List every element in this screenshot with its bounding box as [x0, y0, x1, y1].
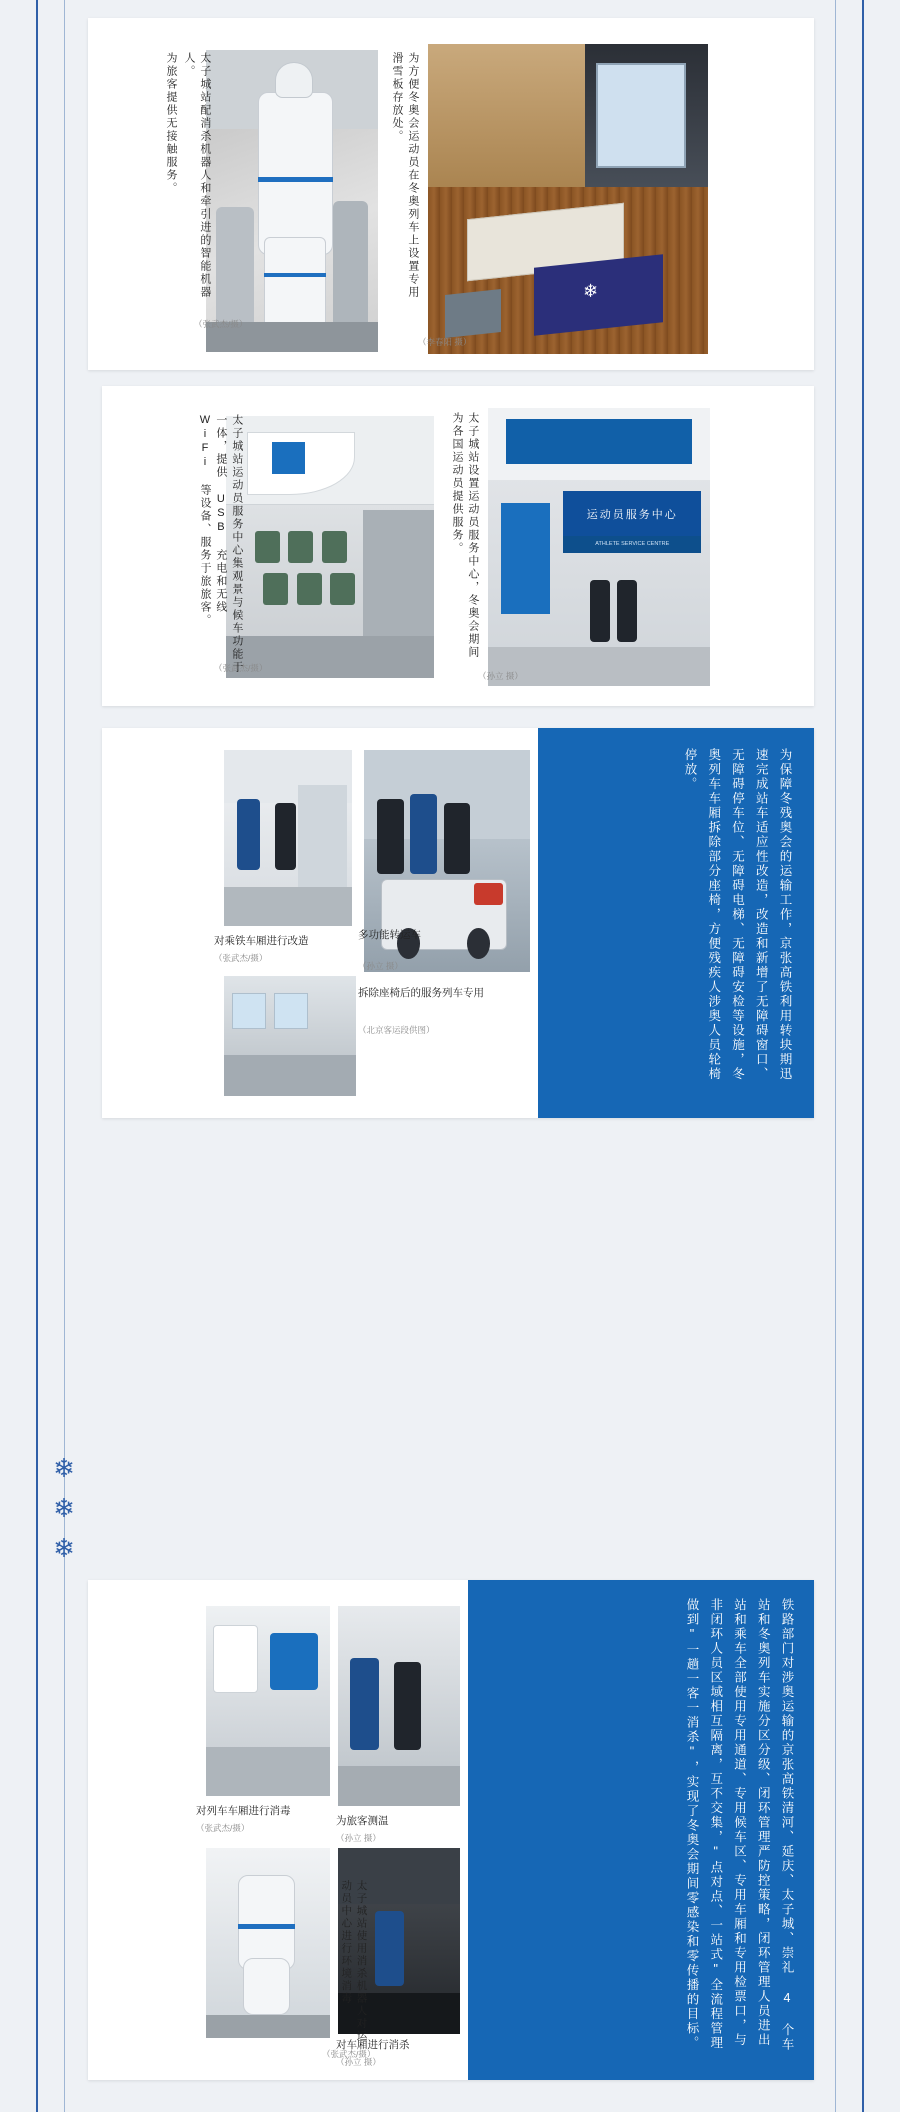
frame-line-left: [36, 0, 38, 2112]
snowflake-ornament-group: [34, 1455, 94, 1561]
snowflake-icon: ❄: [53, 1453, 75, 1483]
photo-station-lounge: [226, 416, 434, 678]
caption-ski-storage: 为方便冬奥会运动员在冬奥列车上设置专用滑雪板存放处。: [390, 52, 419, 299]
snowflake-icon: ❄: [53, 1533, 75, 1563]
caption-cleaning-robot: 太子城站配消杀机器人和牵引进的智能机器人。: [182, 52, 211, 299]
caption-wheelchair-access: 对乘铁车厢进行改造: [214, 935, 309, 947]
caption-cleaning-robot-2: 为旅客提供无接触服务。: [164, 52, 177, 195]
photo-ski-storage-carriage: ❄: [428, 44, 708, 354]
caption-athlete-service-center: 太子城站设置运动员服务中心，冬奥会期间为各国运动员提供服务。: [450, 412, 479, 659]
content-block-4: [88, 1580, 814, 2080]
sign-service-center-en: ATHLETE SERVICE CENTRE: [563, 536, 701, 553]
photo-credit: （孙立 摄）: [336, 1833, 381, 1843]
content-block-1: [88, 18, 814, 370]
caption-seat-removal: 拆除座椅后的服务列车专用: [358, 987, 484, 999]
photo-credit: （孙立 摄）: [358, 961, 403, 971]
inner-line-left: [64, 0, 65, 2112]
photo-credit: （张武杰/摄）: [214, 663, 268, 673]
caption-train-disinfection: 对列车车厢进行消毒: [196, 1805, 291, 1817]
photo-credit: （张武杰/摄）: [214, 953, 268, 963]
content-block-3: [102, 728, 814, 1118]
photo-credit: （张武杰/摄）: [194, 319, 248, 329]
caption-station-service-center: 太子城站运动员服务中心集观景与候车功能于一体，提供 USB 充电和无线 WiFi 等设备、服务于旅旅客。: [198, 414, 243, 674]
caption-vehicle-disinfection: 对车厢进行消杀: [336, 2039, 410, 2051]
sign-service-center: 运动员服务中心: [563, 491, 701, 535]
photo-cleaning-robot: [206, 50, 378, 352]
frame-line-right: [862, 0, 864, 2112]
caption-robot-disinfection: 太子城站使用消杀机器人对运动员中心进行环境消毒: [340, 1880, 368, 2043]
blue-panel-disinfection: [468, 1580, 814, 2080]
photo-temperature-check: [338, 1606, 460, 1806]
caption-transfer-vehicle: 多功能转运车: [358, 929, 421, 941]
photo-robot-disinfection: [206, 1848, 330, 2038]
blue-panel-transport: [538, 728, 814, 1118]
snowflake-icon: ❄: [53, 1493, 75, 1523]
photo-wheelchair-boarding: [224, 750, 352, 926]
caption-temperature-measure: 为旅客测温: [336, 1815, 389, 1827]
inner-line-right: [835, 0, 836, 2112]
photo-credit: （孙立 摄）: [478, 671, 523, 681]
blue-panel-disinfection-text: 铁路部门对涉奥运输的京张高铁清河、延庆、太子城、崇礼 4 个车站和冬奥列车实施分区分级、闭环管理严防控策略，闭环管理人员进出站和乘车全部使用专用通道、专用候车区、专用车厢和专用检票口，与非闭环人员区域相互隔离，互不交集，"点对点、一站式"全流程管理做到"一趟一客一消杀"，实现了冬奥会期间零感染和零传播的目标。: [685, 1598, 794, 2052]
photo-seat-removal: [224, 976, 356, 1096]
photo-train-disinfect-ops: [206, 1606, 330, 1796]
photo-credit: （张武杰/摄）: [322, 2049, 376, 2059]
photo-credit: （李春阳 摄）: [418, 337, 472, 347]
photo-athlete-service-center: [488, 408, 710, 686]
content-block-2: [102, 386, 814, 706]
photo-credit: （张武杰/摄）: [196, 1823, 250, 1833]
blue-panel-transport-text: 为保障冬残奥会的运输工作，京张高铁利用转块期迅速完成站车适应性改造，改造和新增了无障碍窗口、无障碍停车位、无障碍电梯、无障碍安检等设施，冬奥列车车厢拆除部分座椅，方便残疾人涉奥人员轮椅停放。: [683, 748, 792, 1082]
photo-credit: （北京客运段供图）: [358, 1025, 435, 1035]
photo-credit: （孙立 摄）: [336, 2057, 381, 2067]
